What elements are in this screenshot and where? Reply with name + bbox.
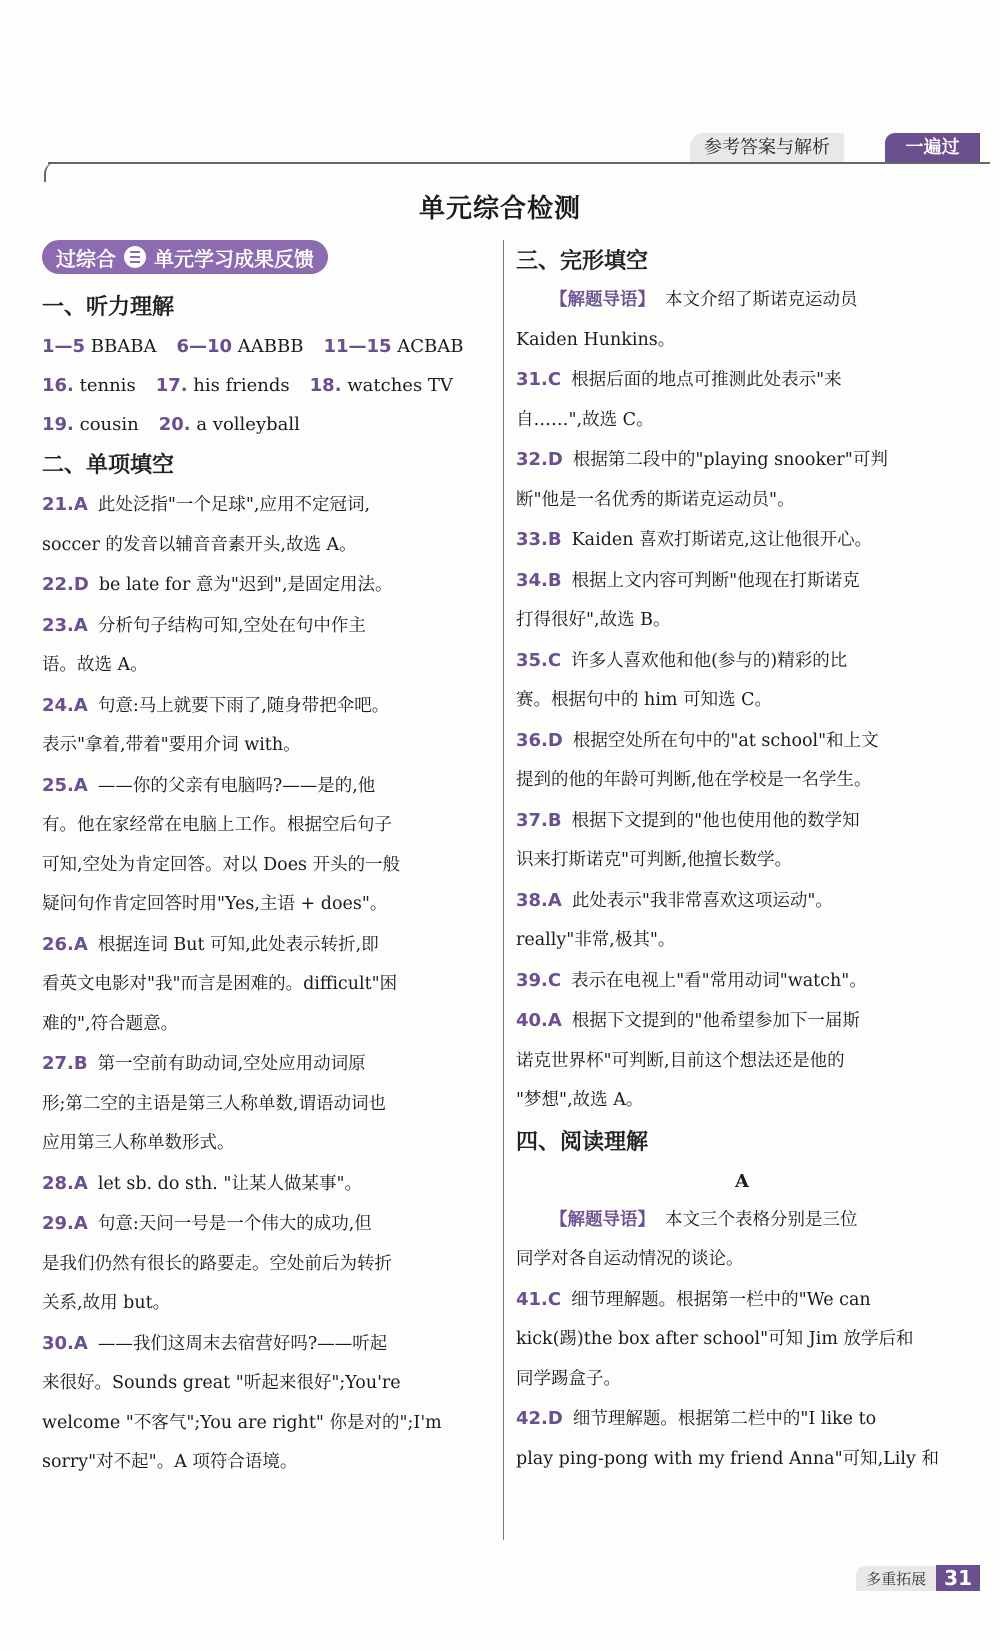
cloze-answers — [516, 360, 968, 1121]
explanation-text: 根据下文提到的"他也使用他的数学知 — [571, 810, 860, 831]
answer-line-cont — [516, 601, 968, 641]
explanation-text: 识来打斯诺克"可判断,他擅长数学。 — [516, 850, 793, 870]
answer-line — [42, 925, 494, 966]
explanation-text: ——我们这周末去宿营好吗?——听起 — [97, 1333, 388, 1354]
answer-line — [516, 1280, 968, 1321]
explanation-text: 自……",故选 C。 — [516, 409, 654, 430]
question-number: 27.B — [42, 1053, 88, 1074]
answer-item — [323, 336, 463, 357]
question-number: 30.A — [42, 1332, 88, 1354]
answer-item — [42, 414, 139, 435]
answer-text: his friends — [187, 375, 290, 396]
footer-label: 多重拓展 — [856, 1566, 936, 1591]
guide-line — [516, 321, 968, 361]
explanation-text: 提到的他的年龄可判断,他在学校是一名学生。 — [516, 770, 872, 790]
explanation-text: really"非常,极其"。 — [516, 930, 676, 950]
question-number: 29.A — [42, 1213, 88, 1234]
answer-line-cont — [516, 841, 968, 881]
explanation-text: 此处表示"我非常喜欢这项运动"。 — [571, 890, 833, 911]
explanation-text: soccer 的发音以辅音音素开头,故选 A。 — [42, 534, 357, 555]
answer-line-cont — [516, 1042, 968, 1082]
guide-tag: 【解题导语】 — [550, 1209, 655, 1230]
guide-tag: 【解题导语】 — [550, 290, 655, 310]
question-number: 40.A — [516, 1010, 562, 1031]
answer-line — [516, 520, 968, 561]
header-rule — [48, 162, 990, 164]
question-number: 17. — [155, 375, 188, 396]
answer-text: a volleyball — [190, 414, 300, 435]
question-number: 37.B — [516, 809, 562, 831]
question-number: 28.A — [42, 1172, 88, 1194]
answer-item — [42, 375, 136, 396]
answer-line — [516, 440, 968, 481]
reading-guide — [516, 1201, 968, 1280]
question-number: 41.C — [516, 1288, 562, 1310]
explanation-text: 表示在电视上"看"常用动词"watch"。 — [571, 970, 867, 991]
cloze-guide — [516, 281, 968, 360]
header-curve — [44, 162, 56, 182]
reading-part-label: A — [735, 1170, 749, 1192]
question-number: 24.A — [42, 694, 88, 716]
right-column — [516, 240, 968, 1479]
explanation-text: 根据下文提到的"他希望参加下一届斯 — [571, 1011, 860, 1031]
answer-line — [42, 1324, 494, 1365]
answer-line — [516, 961, 968, 1002]
question-number: 22.D — [42, 574, 89, 595]
question-number: 19. — [42, 414, 74, 435]
answer-text: tennis — [73, 375, 136, 396]
answer-line-cont — [516, 481, 968, 521]
question-number: 39.C — [516, 969, 562, 991]
guide-line — [516, 1240, 968, 1280]
answer-text: AABBB — [232, 336, 304, 357]
answer-text: ACBAB — [391, 336, 464, 357]
explanation-text: 诺克世界杯"可判断,目前这个想法还是他的 — [516, 1050, 845, 1071]
question-number: 20. — [158, 414, 191, 435]
answer-line — [42, 1044, 494, 1085]
answer-line-cont — [42, 885, 494, 925]
explanation-text: 根据第二段中的"playing snooker"可判 — [572, 450, 888, 470]
single-choice-answers — [42, 485, 494, 1483]
answer-item — [156, 375, 290, 396]
page-number: 31 — [936, 1565, 980, 1591]
explanation-text: 疑问句作肯定回答时用"Yes,主语 + does"。 — [42, 894, 388, 914]
explanation-text: sorry"对不起"。A 项符合语境。 — [42, 1452, 298, 1472]
explanation-text: be late for 意为"迟到",是固定用法。 — [98, 575, 393, 595]
answer-line-cont — [42, 806, 494, 846]
explanation-text: 难的",符合题意。 — [42, 1013, 179, 1034]
question-number: 32.D — [516, 449, 563, 470]
explanation-text: 赛。根据句中的 him 可知选 C。 — [516, 690, 773, 710]
answer-line — [42, 1204, 494, 1245]
guide-text: Kaiden Hunkins。 — [516, 329, 676, 350]
explanation-text: 形;第二空的主语是第三人称单数,谓语动词也 — [42, 1093, 386, 1114]
explanation-text: 可知,空处为肯定回答。对以 Does 开头的一般 — [42, 854, 401, 875]
answer-line — [516, 360, 968, 401]
answer-line-cont — [516, 921, 968, 961]
answer-item — [176, 336, 303, 357]
question-number: 36.D — [516, 729, 563, 751]
answer-line — [42, 1164, 494, 1205]
question-number: 31.C — [516, 369, 562, 390]
list-icon — [124, 246, 146, 268]
explanation-text: 句意:马上就要下雨了,随身带把伞吧。 — [97, 695, 390, 716]
answer-line-cont — [516, 1360, 968, 1400]
header-label: 参考答案与解析 — [690, 133, 844, 163]
answer-line-cont — [516, 401, 968, 441]
explanation-text: welcome "不客气";You are right" 你是对的";I'm — [42, 1412, 442, 1433]
explanation-text: 表示"拿着,带着"要用介词 with。 — [42, 735, 301, 755]
question-number: 11—15 — [323, 336, 392, 357]
question-number: 42.D — [516, 1408, 563, 1429]
explanation-text: 句意:天问一号是一个伟大的成功,但 — [97, 1214, 372, 1234]
guide-text: 本文三个表格分别是三位 — [665, 1209, 858, 1230]
answer-line-cont — [42, 1284, 494, 1324]
answer-line-cont — [42, 1404, 494, 1444]
explanation-text: 根据空处所在句中的"at school"和上文 — [572, 730, 879, 751]
page-title: 单元综合检测 — [418, 194, 581, 224]
answer-line-cont — [42, 1245, 494, 1285]
guide-text: 本文介绍了斯诺克运动员 — [665, 290, 858, 310]
answer-line-cont — [42, 646, 494, 686]
question-number: 34.B — [516, 569, 562, 591]
question-number: 26.A — [42, 933, 88, 955]
left-column — [42, 240, 494, 1483]
explanation-text: 此处泛指"一个足球",应用不定冠词, — [97, 495, 371, 515]
question-number: 35.C — [516, 649, 562, 671]
answer-line-cont — [516, 681, 968, 721]
explanation-text: 根据上文内容可判断"他现在打斯诺克 — [571, 570, 860, 591]
explanation-text: 许多人喜欢他和他(参与的)精彩的比 — [571, 650, 848, 671]
column-divider — [503, 240, 504, 1540]
answer-text: watches TV — [341, 375, 453, 396]
listening-answers — [42, 327, 494, 444]
answer-line — [42, 686, 494, 727]
explanation-text: Kaiden 喜欢打斯诺克,这让他很开心。 — [571, 530, 873, 550]
question-number: 6—10 — [176, 336, 233, 357]
answer-item — [310, 375, 453, 396]
guide-line — [516, 1201, 968, 1241]
answer-text: BBABA — [85, 336, 157, 357]
explanation-text: let sb. do sth. "让某人做某事"。 — [97, 1173, 362, 1194]
answer-text: cousin — [73, 414, 139, 435]
answer-line — [516, 721, 968, 762]
answer-line-cont — [42, 846, 494, 886]
answer-line-cont — [516, 1440, 968, 1480]
explanation-text: "梦想",故选 A。 — [516, 1090, 644, 1110]
answer-line — [516, 881, 968, 922]
guide-line — [516, 281, 968, 321]
explanation-text: 细节理解题。根据第二栏中的"I like to — [572, 1409, 877, 1429]
answer-line-cont — [516, 761, 968, 801]
explanation-text: kick(踢)the box after school"可知 Jim 放学后和 — [516, 1329, 914, 1349]
explanation-text: 断"他是一名优秀的斯诺克运动员"。 — [516, 489, 795, 510]
question-number: 33.B — [516, 529, 562, 550]
answer-row — [42, 327, 494, 366]
explanation-text: 打得很好",故选 B。 — [516, 610, 671, 630]
answer-line-cont — [42, 1443, 494, 1483]
question-number: 38.A — [516, 889, 562, 911]
answer-line-cont — [516, 1320, 968, 1360]
explanation-text: 同学踢盒子。 — [516, 1368, 621, 1389]
answer-item — [42, 336, 156, 357]
banner-right: 单元学习成果反馈 — [154, 246, 314, 271]
explanation-text: 根据后面的地点可推测此处表示"来 — [571, 370, 842, 390]
explanation-text: 细节理解题。根据第一栏中的"We can — [571, 1289, 871, 1310]
answer-line — [516, 1399, 968, 1440]
section-heading-reading: 四、阅读理解 — [516, 1129, 649, 1155]
answer-line-cont — [42, 1085, 494, 1125]
explanation-text: 来很好。Sounds great "听起来很好";You're — [42, 1373, 401, 1393]
banner-left: 过综合 — [56, 246, 116, 271]
explanation-text: 语。故选 A。 — [42, 655, 148, 675]
section-heading-listening: 一、听力理解 — [42, 295, 175, 320]
explanation-text: 分析句子结构可知,空处在句中作主 — [97, 615, 366, 636]
answer-line — [42, 565, 494, 606]
running-header — [690, 133, 990, 163]
section-heading-cloze: 三、完形填空 — [516, 249, 649, 274]
explanation-text: 看英文电影对"我"而言是困难的。difficult"困 — [42, 974, 398, 994]
answer-line-cont — [42, 1364, 494, 1404]
explanation-text: 是我们仍然有很长的路要走。空处前后为转折 — [42, 1253, 392, 1274]
answer-row — [42, 366, 494, 405]
answer-row — [42, 405, 494, 444]
page-footer — [856, 1565, 980, 1591]
answer-line — [42, 606, 494, 647]
answer-line — [42, 766, 494, 807]
question-number: 21.A — [42, 494, 88, 515]
answer-line — [516, 561, 968, 602]
explanation-text: 第一空前有助动词,空处应用动词原 — [97, 1054, 366, 1074]
section-banner — [42, 240, 328, 274]
answer-line — [516, 801, 968, 842]
brand-logo: 一遍过 — [885, 133, 980, 163]
explanation-text: play ping-pong with my friend Anna"可知,Lily 和 — [516, 1448, 939, 1469]
question-number: 18. — [309, 375, 342, 396]
question-number: 1—5 — [42, 336, 86, 357]
explanation-text: 有。他在家经常在电脑上工作。根据空后句子 — [42, 815, 392, 835]
explanation-text: 应用第三人称单数形式。 — [42, 1133, 235, 1153]
answer-line-cont — [42, 526, 494, 566]
section-heading-single-choice: 二、单项填空 — [42, 453, 175, 478]
reading-answers — [516, 1280, 968, 1480]
explanation-text: ——你的父亲有电脑吗?——是的,他 — [97, 775, 376, 796]
answer-line-cont — [42, 1005, 494, 1045]
question-number: 16. — [42, 375, 74, 396]
explanation-text: 关系,故用 but。 — [42, 1293, 171, 1313]
answer-line-cont — [42, 965, 494, 1005]
guide-text: 同学对各自运动情况的谈论。 — [516, 1249, 744, 1269]
question-number: 23.A — [42, 614, 88, 636]
answer-line-cont — [42, 1124, 494, 1164]
answer-item — [159, 414, 300, 435]
answer-line-cont — [42, 726, 494, 766]
explanation-text: 根据连词 But 可知,此处表示转折,即 — [97, 934, 379, 955]
answer-line-cont — [516, 1081, 968, 1121]
question-number: 25.A — [42, 774, 88, 796]
answer-line — [516, 1001, 968, 1042]
answer-line — [516, 641, 968, 682]
answer-line — [42, 485, 494, 526]
